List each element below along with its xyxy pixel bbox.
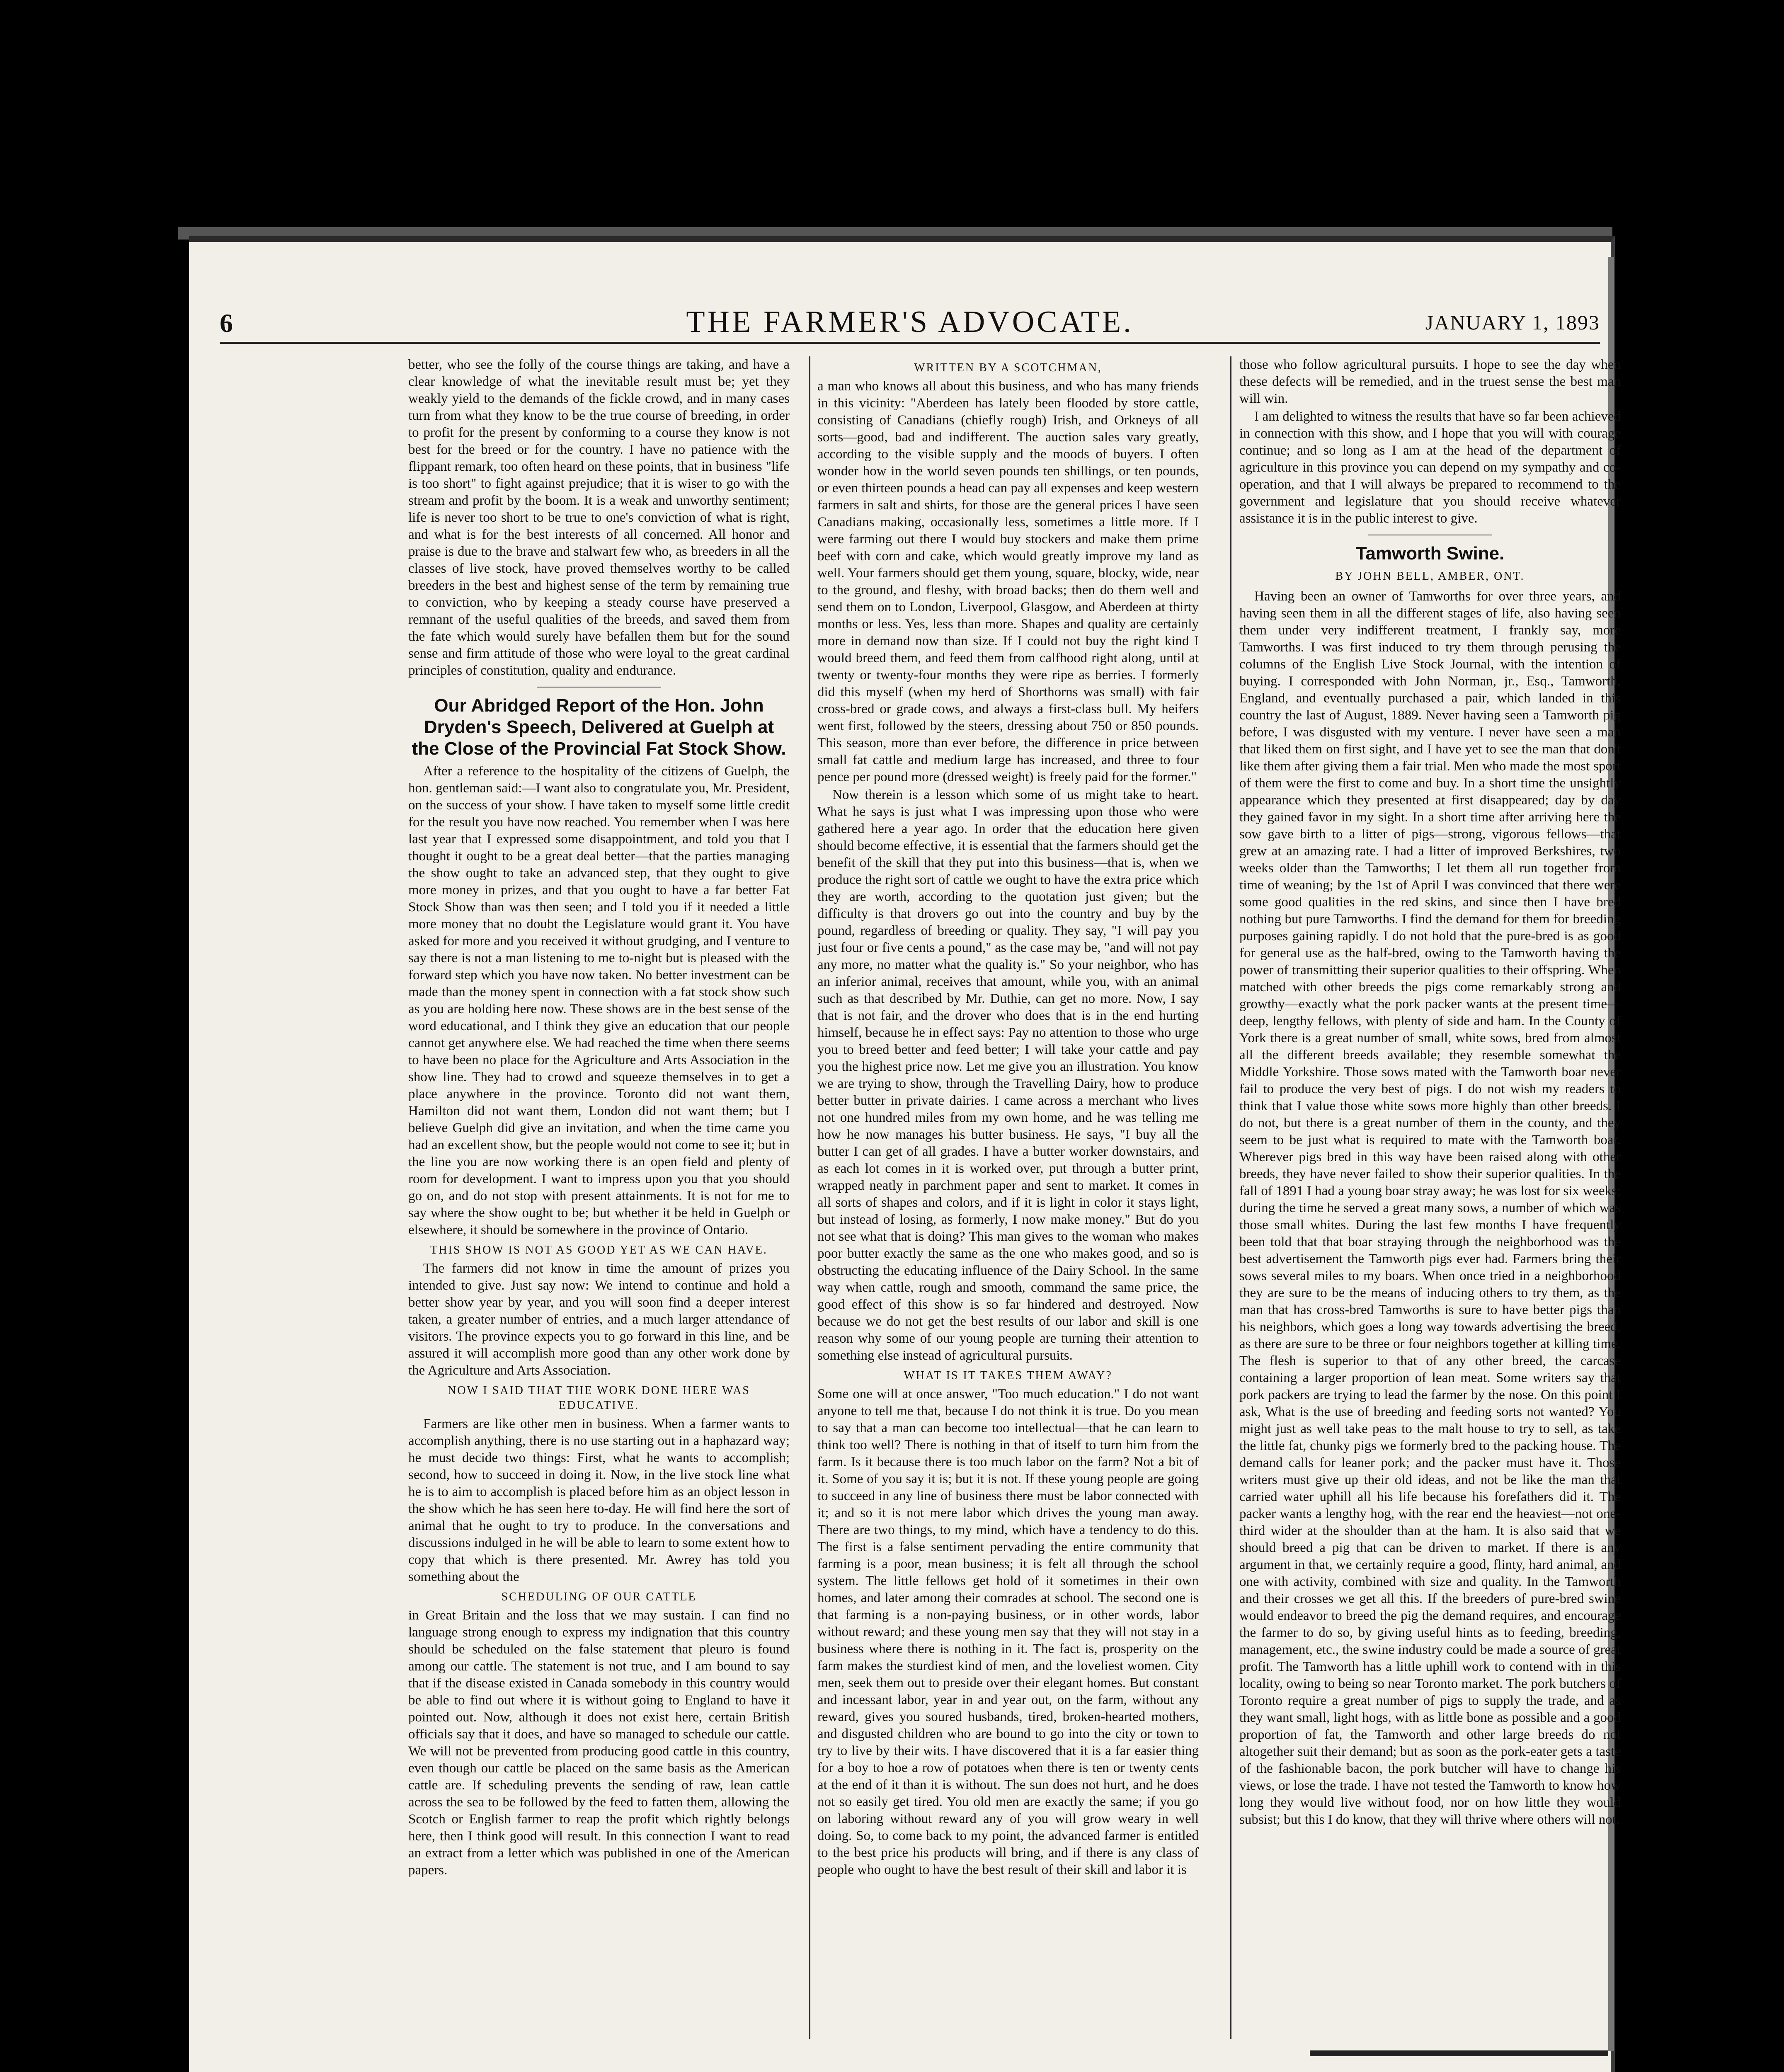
paragraph: Now therein is a lesson which some of us might take to heart. What he says is just what I was impressing upon those who were gathered here a year ago. In order that the education here given should become effective, it is essential that the farmers should get the benefit of the skill that they put into this business—that is, when we produce the right sort of cattle we ought to have the extra price which they are worth, according to the quotation just given; but the difficulty is that drovers go out into the country and buy by the pound, regardless of breeding or quality. They say, "I will pay you just four or five cents a pound," as the case may be, "and will not pay any more, no matter what the quality is." So your neighbor, who has an inferior animal, receives that amount, while you, with an animal such as that described by Mr. Duthie, can get no more. Now, I say that is not fair, and the drover who does that is in the end hurting himself, because he in effect says: Pay no attention to those who urge you to breed better and feed better; I will take your cattle and pay you the highest price now. Let me give you an illustration. You know we are trying to show, through the Travelling Dairy, how to produce better butter in private dairies. I came across a merchant who lives not one hundred miles from my own home, and he was telling me how he now manages his butter business. He says, "I buy all the butter I can get of all grades. I have a butter worker downstairs, and as each lot comes in it is worked over, put through a butter print, wrapped neatly in parchment paper and sent to market. It comes in all sorts of shapes and colors, and if it is light in color it stays light, but instead of losing, as formerly, I now make money." But do you not see what that is doing? This man gives to the woman who makes poor butter exactly the same as the one who makes good, and so is obstructing the educating influence of the Dairy School. In the same way when cattle, rough and smooth, command the same price, the good effect of this show is so far hindered and destroyed. Now because we do not get the best results of our labor and skill is one reason why some of our young people are turning their attention to something else instead of agricultural pursuits. — [817, 787, 1199, 1363]
paragraph: After a reference to the hospitality of the citizens of Guelph, the hon. gentleman said:—I want also to congratulate you, Mr. President, on the success of your show. I have taken to myself some little credit for the result you have now reached. You remember when I was here last year that I expressed some disappointment, and told you that I thought it ought to be a great deal better—that the parties managing the show ought to take an advanced step, that they ought to give more money in prizes, and that you ought to have a far better Fat Stock Show than was then seen; and I told you if it needed a little more money that no doubt the Legislature would grant it. You have asked for more and you received it without grudging, and I venture to say there is not a man listening to me to-night but is pleased with the forward step which you have now taken. No better investment can be made than the money spent in connection with a fat stock show such as you are holding here now. These shows are in the best sense of the word educational, and I think they give an education that our people cannot get anywhere else. We had reached the time when there seems to have been no place for the Agriculture and Arts Association in the show line. They had to crowd and squeeze themselves in to get a place anywhere in the province. Toronto did not want them, Hamilton did not want them, London did not want them; but I believe Guelph did give an invitation, and when the time came you had an excellent show, but the people would not come to see it; but in the line you are now working there is an open field and plenty of room for development. I want to impress upon you that you should go on, and do not stop with present attainments. It is not for me to say where the show ought to be; but whether it be held in Guelph or elsewhere, it should be somewhere in the province of Ontario. — [408, 764, 790, 1237]
paragraph: I am delighted to witness the results that have so far been achieved in connection with this show, and I hope that you will with courage continue; and so long as I am at the head of the department of agriculture in this province you can depend on my sympathy and co-operation, and that I will always be prepared to recommend to the government and legislature that you should receive whatever assistance it is in the public interest to give. — [1239, 409, 1621, 526]
paragraph: those who follow agricultural pursuits. I hope to see the day when these defects will be remedied, and in the truest sense the best man will win. — [1239, 357, 1621, 406]
newspaper-title: THE FARMER'S ADVOCATE. — [686, 305, 1134, 339]
paragraph: Some one will at once answer, "Too much education." I do not want anyone to tell me that, because I do not think it is true. Do you mean to say that a man can become too intellectual—that he can learn to think too well? There is nothing in that of itself to turn him from the farm. Is it because there is too much labor on the farm? Not a bit of it. Some of you say it is; but it is not. If these young people are going to succeed in any line of business there must be labor connected with it; and so it is not mere labor which drives the young man away. There are two things, to my mind, which have a tendency to do this. The first is a false sentiment pervading the entire community that farming is a poor, mean business; it is felt all through the school system. The little fellows get hold of it sometimes in their own homes, and later among their comrades at school. The second one is that farming is a non-paying business, or in other words, labor without reward; and these young men say that they will not stay in a business where there is nothing in it. The fact is, prosperity on the farm makes the sturdiest kind of men, and the loveliest women. City men, seek them out to preside over their elegant homes. But constant and incessant labor, year in and year out, on the farm, without any reward, gives you soured husbands, tired, broken-hearted mothers, and disgusted children who are bound to go into the city or town to try to live by their wits. I have discovered that it is a far easier thing for a boy to hoe a row of potatoes when there is ten or twenty cents at the end of it than it is without. The sun does not hurt, and he does not so easily get tired. You old men are exactly the same; if you go on laboring without reward any of you will grow weary in well doing. So, to come back to my point, the advanced farmer is entitled to the best price his products will bring, and if there is any class of people who ought to have the best result of their skill and labor it is — [817, 1387, 1199, 1877]
subheading: WHAT IS IT TAKES THEM AWAY? — [904, 1369, 1113, 1382]
page-bottom-rule — [1310, 2050, 1608, 2056]
paragraph: a man who knows all about this business, and who has many friends in this vicinity: "Aberdeen has lately been flooded by store cattle, consisting of Canadians (chiefly rough) Irish, and Orkneys of all sorts—good, bad and indifferent. The auction sales vary greatly, according to the visible supply and the moods of buyers. I often wonder how in the world seven pounds ten shillings, or ten pounds, or even thirteen pounds a head can pay all expenses and keep western farmers in salt and shirts, for those are the general prices I have seen Canadians making, occasionally less, sometimes a little more. If I were farming out there I would buy stockers and make them prime beef with corn and cake, which would greatly improve my land as well. Your farmers should get them young, square, blocky, wide, near to the ground, and fleshy, with broad backs; then do them well and send them on to London, Liverpool, Glasgow, and Aberdeen at thirty months or less. Yes, less than more. Shapes and quality are certainly more in demand now than size. If I could not buy the right kind I would breed them, and feed them from calfhood right along, until at twenty or twenty-four months they were ripe as berries. I formerly did this myself (when my herd of Shorthorns was small) with fair cross-bred or grade cows, and always a first-class bull. My heifers went first, followed by the steers, dressing about 750 or 850 pounds. This season, more than ever before, the difference in price between small fat cattle and medium large has increased, and three to four pence per pound more (dressed weight) is freely paid for the former." — [817, 379, 1199, 784]
subheading: NOW I SAID THAT THE WORK DONE HERE WAS EDUCATIVE. — [448, 1384, 750, 1412]
article-heading: Tamworth Swine. — [1355, 543, 1505, 564]
column-3 — [1239, 356, 1621, 2039]
subheading: THIS SHOW IS NOT AS GOOD YET AS WE CAN HAVE. — [430, 1244, 768, 1256]
paragraph: better, who see the folly of the course things are taking, and have a clear knowledge of what the inevitable result must be; yet they weakly yield to the demands of the fickle crowd, and in many cases turn from what they know to be the true course of breeding, in order to profit for the present by conforming to a course they know is not best for the breed or for the country. I have no patience with the flippant remark, too often heard on these points, that in business "life is too short" to fight against prejudice; that it is wiser to go with the stream and profit by the boom. It is a weak and unworthy sentiment; life is never too short to be true to one's conviction of what is right, and what is for the best interests of all concerned. All honor and praise is due to the brave and stalwart few who, as breeders in all the classes of live stock, have proved themselves worthy to be called breeders in the best and highest sense of the term by remaining true to conviction, who by keeping a steady course have preserved a remnant of the useful qualities of the breeds, and saved them from the fate which would surely have befallen them but for the sound sense and firm attitude of those who were loyal to the great cardinal principles of constitution, quality and endurance. — [408, 357, 790, 678]
column-2 — [817, 356, 1199, 2039]
issue-date: JANUARY 1, 1893 — [1425, 311, 1600, 334]
subheading: WRITTEN BY A SCOTCHMAN, — [914, 361, 1102, 374]
article-heading: Our Abridged Report of the Hon. John Dryden's Speech, Delivered at Guelph at the Close of the Provincial Fat Stock Show. — [412, 695, 786, 759]
column-1 — [408, 356, 790, 2039]
byline: BY JOHN BELL, AMBER, ONT. — [1335, 570, 1525, 583]
masthead — [220, 305, 1600, 344]
paragraph: Farmers are like other men in business. When a farmer wants to accomplish anything, there is no use starting out in a haphazard way; he must decide two things: First, what he wants to accomplish; second, how to succeed in doing it. Now, in the live stock line what he is to aim to accomplish is placed before him as an object lesson in the show which he has seen here to-day. He will find here the sort of animal that he ought to try to produce. In the conversations and discussions indulged in he will be able to learn to some extent how to copy that which is there presented. Mr. Awrey has told you something about the — [408, 1416, 790, 1584]
subheading: SCHEDULING OF OUR CATTLE — [501, 1590, 697, 1603]
column-rule — [1230, 356, 1231, 2039]
page-number: 6 — [220, 308, 233, 338]
paragraph: The farmers did not know in time the amount of prizes you intended to give. Just say now: We intend to continue and hold a better show year by year, and you will soon find a deeper interest taken, a greater number of entries, and a much larger attendance of visitors. The province expects you to go forward in this line, and be assured it will accomplish more good than any other work done by the Agriculture and Arts Association. — [408, 1261, 790, 1378]
paragraph: Having been an owner of Tamworths for over three years, and having seen them in all the different stages of life, also having seen them under very indifferent treatment, I frankly say, more Tamworths. I was first induced to try them through perusing the columns of the English Live Stock Journal, with the intention of buying. I corresponded with John Norman, jr., Esq., Tamworth, England, and eventually purchased a pair, which landed in this country the last of August, 1889. Never having seen a Tamworth pig before, I was disgusted with my venture. I never have seen a man that liked them on first sight, and I have yet to see the man that don't like them after giving them a fair trial. Men who made the most sport of them were the first to come and buy. In a short time the unsightly appearance which they presented at first disappeared; day by day they gained favor in my sight. In a short time after arriving here the sow gave birth to a litter of pigs—strong, vigorous fellows—that grew at an amazing rate. I had a litter of improved Berkshires, two weeks older than the Tamworths; I let them all run together from time of weaning; by the 1st of April I was convinced that there were some good qualities in the red skins, and since then I have bred nothing but pure Tamworths. I find the demand for them for breeding purposes gaining rapidly. I do not hold that the pure-bred is as good for general use as the half-bred, owing to the Tamworth having the power of transmitting their superior qualities to their offspring. When matched with other breeds the pigs come remarkably strong and growthy—exactly what the pork packer wants at the present time—deep, lengthy fellows, with plenty of side and ham. In the County of York there is a great number of small, white sows, bred from almost all the different breeds available; they resemble somewhat the Middle Yorkshire. Those sows mated with the Tamworth boar never fail to produce the very best of pigs. I do not wish my readers to think that I value those white sows more highly than other breeds. I do not, but there is a great number of them in the county, and they seem to be just what is required to mate with the Tamworth boar. Wherever pigs bred in this way have been raised along with other breeds, they have never failed to show their superior qualities. In the fall of 1891 I had a young boar stray away; he was lost for six weeks; during the time he served a great many sows, a number of which was those small whites. During the last few months I have frequently been told that that boar straying through the neighborhood was the best advertisement the Tamworth pigs ever had. Farmers bring their sows several miles to my boars. When once tried in a neighborhood they are sure to be the means of inducing others to try them, as the man that has cross-bred Tamworths is sure to have better pigs than his neighbors, which goes a long way towards advertising the breed, as there are sure to be three or four neighbors together at killing time. The flesh is superior to that of any other breed, the carcase containing a larger proportion of lean meat. Some writers say that pork packers are trying to lead the farmer by the nose. On this point I ask, What is the use of breeding and feeding sorts not wanted? You might just as well take peas to the malt house to try to sell, as take the little fat, chunky pigs we formerly bred to the packing house. The demand calls for leaner pork; and the packer must have it. Those writers must give up their old ideas, and not be like the man that carried water uphill all his life because his forefathers did it. The packer wants a lengthy hog, with the rear end the heaviest—not one-third wider at the shoulder than at the ham. It is also said that we should breed a pig that can be driven to market. If there is any argument in that, we certainly require a good, flinty, hard animal, and one with activity, combined with size and quality. In the Tamworth and their crosses we get all this. If the breeders of pure-bred swine would endeavor to breed the pig the demand requires, and encourage the farmer to do so, by giving useful hints as to feeding, breeding, management, etc., the swine industry could be made a source of great profit. The Tamworth has a little uphill work to contend with in this locality, owing to being so near Toronto market. The pork butchers of Toronto require a great number of pigs to supply the trade, and as they want small, light hogs, with as little bone as possible and a good proportion of fat, the Tamworth and other large breeds do not altogether suit their demand; but as soon as the pork-eater gets a taste of the fashionable bacon, the pork butcher will have to change his views, or lose the trade. I have not tested the Tamworth to know how long they would live without food, nor on how little they would subsist; but this I do know, that they will thrive where others will not. — [1239, 589, 1621, 1827]
column-rule — [809, 356, 810, 2039]
paragraph: in Great Britain and the loss that we may sustain. I can find no language strong enough to express my indignation that this country should be scheduled on the false statement that pleuro is found among our cattle. The statement is not true, and I am bound to say that if the disease existed in Canada somebody in this country would be able to find out where it is without going to England to have it pointed out. Now, although it does not exist here, certain British officials say that it does, and have so managed to schedule our cattle. We will not be prevented from producing good cattle in this country, even though our cattle be placed on the same basis as the American cattle are. If scheduling prevents the sending of raw, lean cattle across the sea to be followed by the feed to fatten them, allowing the Scotch or English farmer to reap the profit which rightly belongs here, then I think good will result. In this connection I want to read an extract from a letter which was published in one of the American papers. — [408, 1608, 790, 1878]
